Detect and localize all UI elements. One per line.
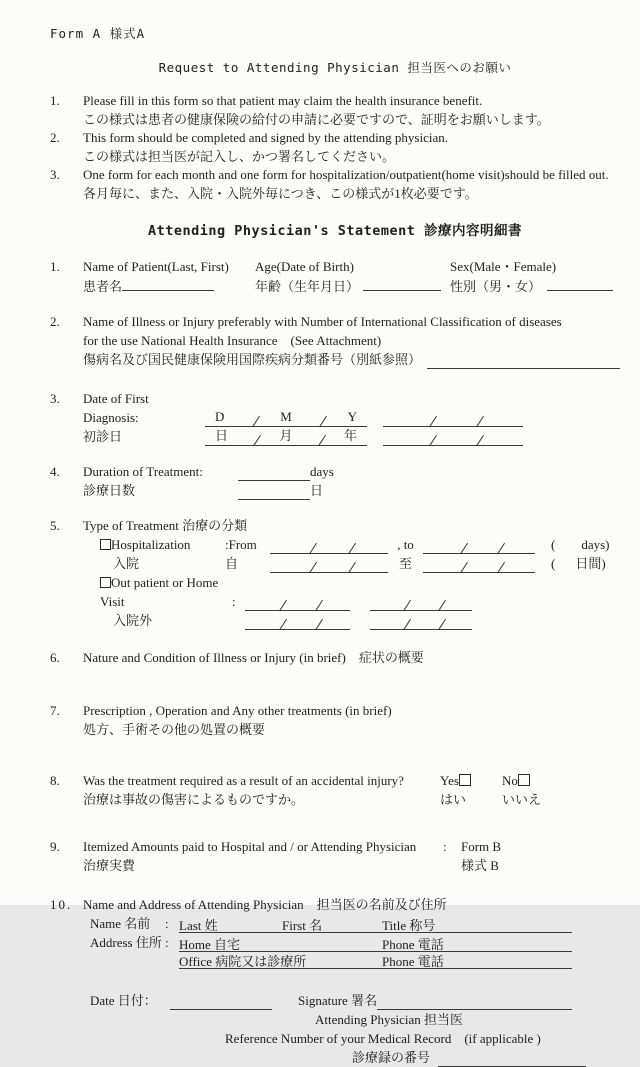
home-phone-cell[interactable]: [382, 935, 572, 952]
section-physician-info: [50, 895, 620, 969]
diagnosis-date-label-ja: 初診日: [83, 429, 123, 444]
patient-name-label-en: Name of Patient(Last, First): [83, 259, 229, 274]
days-paren-en: days): [581, 537, 610, 552]
home-address-cell[interactable]: [179, 935, 382, 952]
instruction-3: [50, 166, 620, 203]
patient-name-label-ja: 患者名: [83, 279, 123, 294]
from-label-en: :From: [225, 537, 257, 552]
diagnosis-date-label-en: Date of First Diagnosis:: [83, 391, 149, 425]
diagnosis-dmy-header-en: [205, 411, 367, 427]
section-number: 2.: [50, 314, 60, 329]
yes-label-ja: はい: [440, 792, 467, 807]
treatment-type-title: Type of Treatment 治療の分類: [83, 518, 248, 533]
to-label-en: , to: [397, 537, 414, 552]
year-label-ja: 年: [343, 428, 357, 443]
instructions: [50, 92, 620, 203]
illness-name-field[interactable]: [427, 354, 620, 369]
sex-label-ja: 性別（男・女）: [450, 279, 542, 294]
hospitalization-from-field-ja[interactable]: [270, 557, 388, 573]
days-unit-ja: 日: [310, 483, 324, 498]
statement-title: Attending Physician's Statement 診療内容明細書: [147, 223, 523, 239]
patient-name-field[interactable]: [122, 276, 214, 291]
month-label: M: [280, 409, 292, 424]
amounts-label-en: Itemized Amounts paid to Hospital and / or Attending Physician: [83, 839, 417, 854]
office-phone-cell[interactable]: [382, 952, 572, 969]
phone-label: Phone 電話: [382, 954, 444, 969]
no-label-ja: いいえ: [502, 792, 542, 807]
hospitalization-to-field[interactable]: [423, 538, 535, 554]
first-name-cell[interactable]: [282, 916, 382, 933]
section-treatment-type: [50, 516, 620, 630]
year-label: Y: [347, 409, 357, 424]
outpatient-label-ja: 入院外: [113, 613, 153, 628]
age-label-ja: 年齢（生年月日）: [255, 279, 360, 294]
yes-checkbox[interactable]: [459, 774, 471, 786]
instruction-number: 3.: [50, 167, 60, 182]
yes-label: Yes: [440, 773, 459, 788]
month-label-ja: 月: [279, 428, 293, 443]
hospitalization-from-field[interactable]: [270, 538, 388, 554]
hospitalization-label-ja: 入院: [113, 556, 140, 571]
section-number: 10.: [50, 897, 73, 912]
instruction-en: Please fill in this form so that patient may claim the health insurance benefit.: [83, 93, 483, 108]
amounts-label-ja: 治療実費: [83, 858, 136, 873]
section-condition: [50, 648, 620, 667]
instruction-number: 2.: [50, 130, 60, 145]
instruction-1: [50, 92, 620, 129]
medical-record-ref-label: Reference Number of your Medical Record (if applicable ): [225, 1031, 541, 1046]
last-name-label: Last 姓: [179, 918, 218, 933]
prescription-label-ja: 処方、手術その他の処置の概要: [83, 722, 266, 737]
section-number: 4.: [50, 464, 60, 479]
section-prescription: [50, 701, 620, 739]
instruction-ja: この様式は担当医が記入し、かつ署名してください。: [83, 148, 396, 164]
to-label-ja: 至: [398, 556, 412, 571]
illness-label-line2: for the use National Health Insurance (See Attachment): [83, 333, 382, 348]
duration-days-field-ja[interactable]: [238, 485, 310, 500]
section-number: 9.: [50, 839, 60, 854]
paren-open: (: [551, 556, 556, 571]
section-number: 1.: [50, 259, 60, 274]
section-patient-name: [50, 257, 620, 296]
section-accident: [50, 771, 620, 809]
instruction-number: 1.: [50, 93, 60, 108]
attending-physician-caption: Attending Physician 担当医: [315, 1012, 464, 1027]
hospitalization-checkbox[interactable]: [100, 539, 111, 550]
first-name-label: First 名: [282, 918, 323, 933]
colon: :: [165, 935, 169, 950]
hospitalization-to-field-ja[interactable]: [423, 557, 535, 573]
signature-label: Signature 署名: [298, 993, 378, 1008]
request-title: Request to Attending Physician 担当医へのお願い: [158, 60, 512, 75]
diagnosis-dmy-header-ja: [205, 430, 367, 446]
section-number: 8.: [50, 773, 60, 788]
outpatient-date-field-2[interactable]: [370, 595, 472, 611]
duration-days-field[interactable]: [238, 466, 310, 481]
instruction-ja: この様式は患者の健康保険の給付の申請に必要ですので、証明をお願いします。: [83, 111, 550, 127]
days-unit-en: days: [310, 464, 334, 479]
section-number: 7.: [50, 703, 60, 718]
title-label: Title 称号: [382, 918, 436, 933]
accident-question-ja: 治療は事故の傷害によるものですか。: [83, 792, 305, 807]
illness-label-ja: 傷病名及び国民健康保険用国際疾病分類番号（別紙参照）: [83, 352, 422, 367]
outpatient-checkbox[interactable]: [100, 577, 111, 588]
office-address-cell[interactable]: [179, 952, 382, 969]
section-illness-name: [50, 312, 620, 369]
outpatient-label-en: Out patient or Home Visit: [100, 575, 219, 609]
prescription-label-en: Prescription , Operation and Any other treatments (in brief): [83, 703, 392, 718]
day-label-ja: 日: [215, 428, 229, 443]
outpatient-date-field-3[interactable]: [245, 614, 350, 630]
instruction-2: [50, 129, 620, 166]
form-id: Form A 様式A: [50, 26, 146, 41]
instruction-en: One form for each month and one form for hospitalization/outpatient(home visit)should be filled out. 各月毎に、また、入院・入院外毎につき、この様式が1枚必要です。: [83, 167, 609, 201]
home-label: Home 自宅: [179, 937, 241, 952]
condition-label: Nature and Condition of Illness or Injury (in brief) 症状の概要: [83, 650, 424, 665]
date-field[interactable]: [170, 995, 272, 1010]
illness-label-line1: Name of Illness or Injury preferably with Number of International Classification of diseases: [83, 314, 562, 329]
section-duration: [50, 462, 620, 500]
outpatient-date-field-1[interactable]: [245, 595, 350, 611]
duration-label-ja: 診療日数: [83, 483, 136, 498]
section-amounts: [50, 837, 620, 875]
form-b-ref-en: Form B: [461, 839, 502, 854]
diagnosis-date-field-1[interactable]: [383, 411, 523, 427]
outpatient-date-field-4[interactable]: [370, 614, 472, 630]
date-label: Date 日付：: [90, 993, 157, 1008]
duration-label-en: Duration of Treatment:: [83, 464, 203, 479]
days-paren-ja: 日間): [575, 556, 606, 571]
age-field[interactable]: [363, 276, 441, 291]
diagnosis-date-field-2[interactable]: [383, 430, 523, 446]
colon: :: [165, 916, 169, 931]
outpatient-colon: :: [232, 594, 236, 609]
no-label: No: [502, 773, 518, 788]
sex-field[interactable]: [547, 276, 613, 291]
no-checkbox[interactable]: [518, 774, 530, 786]
sex-label-en: Sex(Male・Female): [450, 259, 557, 274]
section-number: 6.: [50, 650, 60, 665]
age-label-en: Age(Date of Birth): [255, 259, 354, 274]
day-label: D: [215, 409, 225, 424]
office-label: Office 病院又は診療所: [179, 954, 307, 969]
section-number: 5.: [50, 518, 60, 533]
medical-record-ref-label-ja: 診療録の番号: [352, 1050, 431, 1065]
section-first-diagnosis: [50, 389, 620, 446]
instruction-en: This form should be completed and signed by the attending physician.: [83, 130, 449, 145]
medical-record-number-field[interactable]: [438, 1052, 586, 1067]
from-label-ja: 自: [225, 556, 239, 571]
signature-block: [50, 991, 620, 1067]
paren-open: (: [551, 537, 556, 552]
hospitalization-label-en: Hospitalization: [111, 537, 191, 552]
title-cell[interactable]: [382, 916, 572, 933]
accident-question-en: Was the treatment required as a result of an accidental injury?: [83, 773, 404, 788]
signature-field[interactable]: [377, 995, 572, 1010]
name-row-label: Name 名前: [90, 916, 151, 931]
form-b-ref-ja: 様式 B: [461, 858, 499, 873]
phone-label: Phone 電話: [382, 937, 444, 952]
physician-info-title: Name and Address of Attending Physician 担当医の名前及び住所: [83, 897, 447, 912]
section-number: 3.: [50, 391, 60, 406]
address-row-label: Address 住所: [90, 935, 162, 950]
amounts-colon: :: [443, 839, 447, 854]
